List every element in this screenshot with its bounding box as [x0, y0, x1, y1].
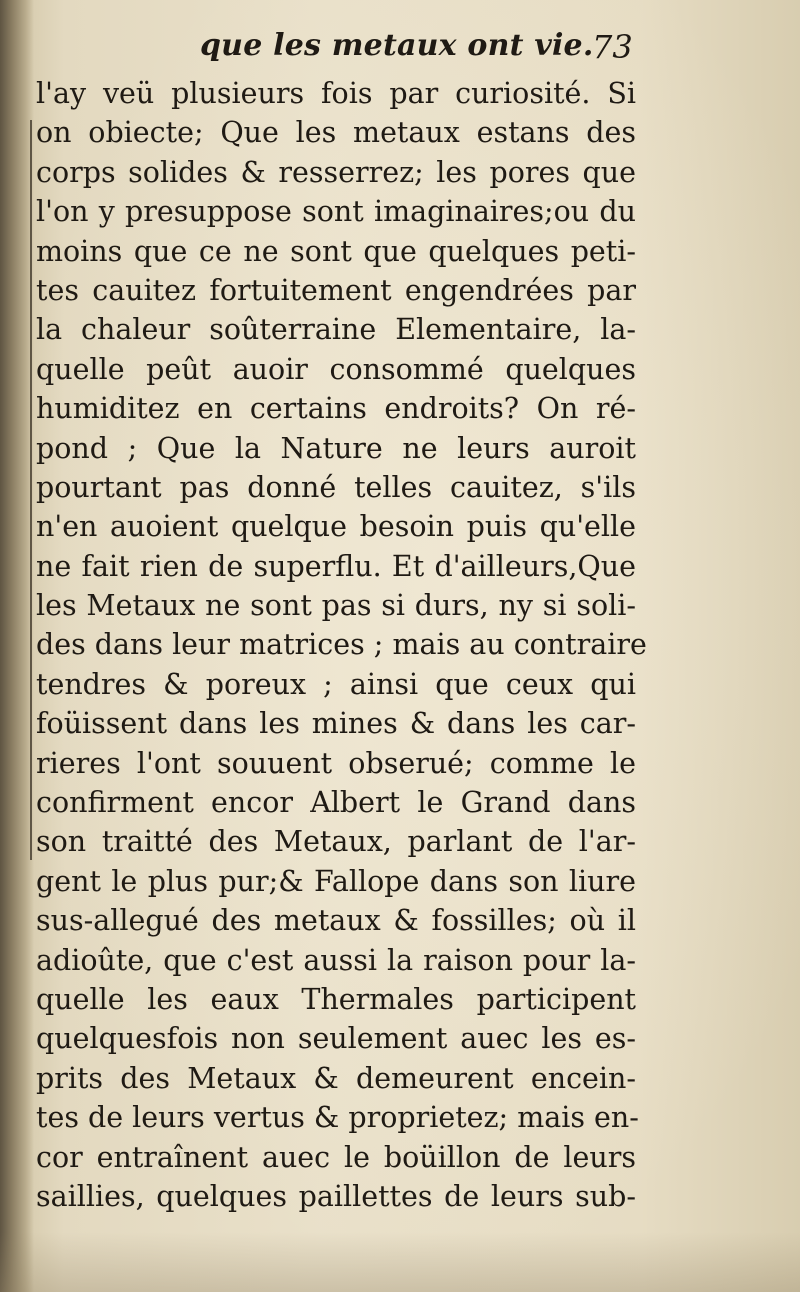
text-line: ne fait rien de superflu. Et d'ailleurs,Que	[36, 549, 636, 583]
page-header	[0, 26, 800, 74]
text-line: corps solides & resserrez; les pores que	[36, 155, 636, 189]
text-line: la chaleur soûterraine Elementaire, la-	[36, 313, 636, 347]
text-line: pourtant pas donné telles cauitez, s'ils	[36, 470, 636, 504]
text-line: n'en auoient quelque besoin puis qu'elle	[36, 510, 636, 544]
text-line: quelle les eaux Thermales participent	[36, 982, 636, 1016]
text-line: les Metaux ne sont pas si durs, ny si soli-	[36, 589, 636, 623]
text-line: saillies, quelques paillettes de leurs sub-	[36, 1179, 636, 1213]
text-line: foüissent dans les mines & dans les car-	[36, 707, 636, 741]
text-line: quelquesfois non seulement auec les es-	[36, 1022, 636, 1056]
text-line: on obiecte; Que les metaux estans des	[36, 116, 636, 150]
text-line: l'on y presuppose sont imaginaires;ou du	[36, 195, 636, 229]
text-line: rieres l'ont souuent obserué; comme le	[36, 746, 636, 780]
text-line: adioûte, que c'est aussi la raison pour la-	[36, 943, 636, 977]
text-line: confirment encor Albert le Grand dans	[36, 786, 636, 820]
text-line: pond ; Que la Nature ne leurs auroit	[36, 431, 636, 465]
text-line: tendres & poreux ; ainsi que ceux qui	[36, 667, 636, 701]
text-line: son traitté des Metaux, parlant de l'ar-	[36, 825, 636, 859]
text-line: gent le plus pur;& Fallope dans son liure	[36, 864, 636, 898]
text-line: l'ay veü plusieurs fois par curiosité. Si	[36, 77, 636, 110]
page-number: 73	[592, 28, 633, 66]
text-line: cor entraînent auec le boüillon de leurs	[36, 1140, 636, 1174]
binding-edge	[30, 120, 32, 860]
text-line: quelle peût auoir consommé quelques	[36, 352, 636, 386]
text-line: prits des Metaux & demeurent encein-	[36, 1061, 636, 1095]
page-bottom-shadow	[0, 1232, 800, 1292]
text-line: sus-allegué des metaux & fossilles; où il	[36, 904, 636, 938]
text-line: humiditez en certains endroits? On ré-	[36, 392, 636, 426]
body-text	[36, 74, 647, 1216]
text-line: moins que ce ne sont que quelques peti-	[36, 234, 636, 268]
text-line: tes cauitez fortuitement engendrées par	[36, 273, 636, 307]
running-head: que les metaux ont vie.	[200, 28, 594, 63]
text-line: tes de leurs vertus & proprietez; mais en-	[36, 1101, 639, 1135]
page-gutter-shadow	[0, 0, 34, 1292]
text-line: des dans leur matrices ; mais au contraire	[36, 628, 647, 662]
